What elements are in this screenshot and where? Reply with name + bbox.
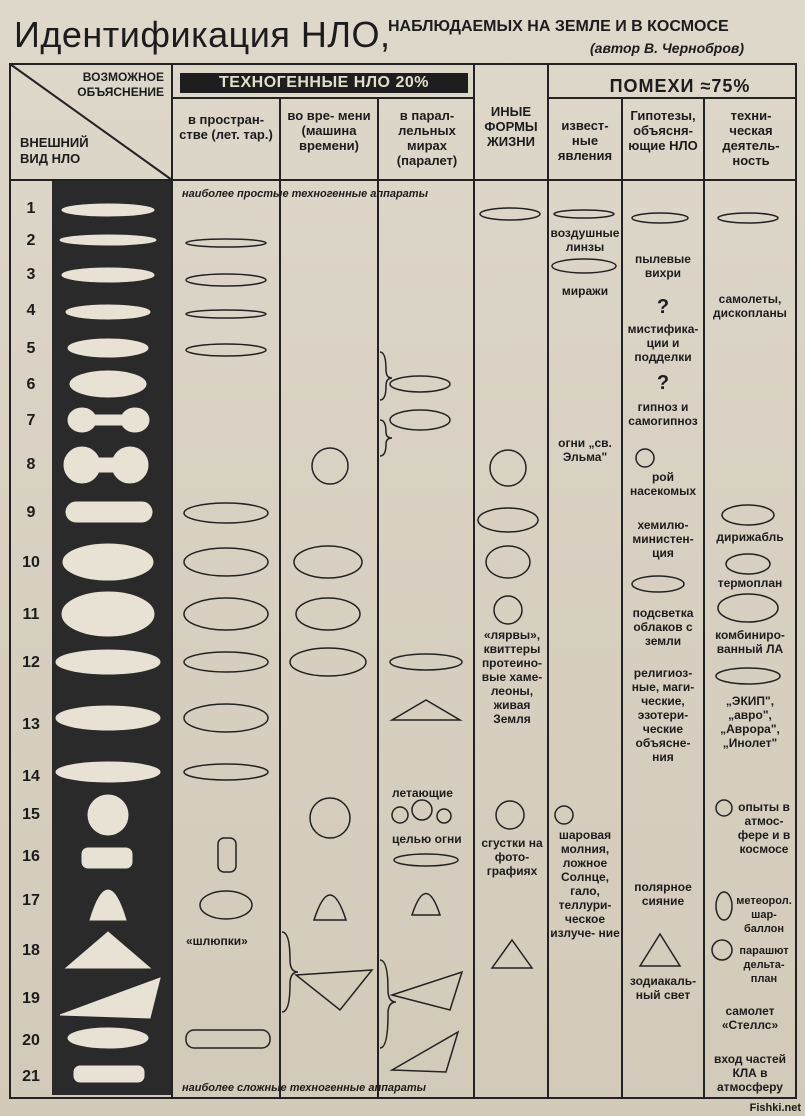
hyp-question: ? [656,372,670,394]
tech-thermo: термоплан [717,576,783,590]
corner-bottom-label: ВНЕШНИЙ ВИД НЛО [20,135,89,166]
known-mirages: миражи [561,284,609,298]
row-number: 12 [22,654,40,671]
hyp-clouds: подсветка облаков с земли [632,606,694,648]
row-number: 11 [22,606,40,623]
hyp-hypno: гипноз и самогипноз [628,400,698,428]
row-number: 21 [22,1068,40,1085]
known-ball: шаровая молния, ложное Солнце, гало, теллури- ческое излуче- ние [550,828,620,940]
row-number: 1 [26,200,36,217]
note-shlyupki: «шлюпки» [186,934,248,948]
tech-combined: комбиниро- ванный ЛА [715,628,785,656]
life-clots: сгустки на фото- графиях [481,836,543,878]
hyp-religion: религиоз- ные, маги- ческие, эзотери- ческие объясне- ния [631,666,695,764]
tech-planes: самолеты, дископланы [713,292,787,320]
row-number: 19 [22,990,40,1007]
row-number: 10 [22,554,40,571]
note-flying: летающие [392,786,453,800]
row-number: 6 [26,376,36,393]
watermark: Fishki.net [749,1102,801,1114]
row-number: 4 [26,302,36,319]
row-number: 18 [22,942,40,959]
row-number: 15 [22,806,40,823]
note-complex: наиболее сложные техногенные аппараты [182,1082,427,1094]
row-number: 17 [22,892,40,909]
note-simplest: наиболее простые техногенные аппараты [182,188,428,200]
tech-balloon: метеорол. шар- баллон [736,895,792,935]
col-header-known: извест- ные явления [557,118,613,163]
known-elmo: огни „св. Эльма" [558,436,612,464]
tech-stealth: самолет «Стеллс» [721,1004,779,1032]
col-header-tech: техни- ческая деятель- ность [722,108,780,168]
row-number: 9 [26,504,36,521]
tech-ekip: „ЭКИП", „авро", „Аврора", „Инолет" [720,694,780,750]
chart-author: (автор В. Чернобров) [590,40,745,56]
life-larvae: «лярвы», квиттеры протеино- вые хаме- леоны, живая Земля [481,628,543,726]
tech-airship: дирижабль [716,530,784,544]
row-number: 13 [22,716,40,733]
chart-title: Идентификация НЛО, [14,14,391,55]
col-header-time: во вре- мени (машина времени) [287,108,371,153]
row-number: 16 [22,848,40,865]
hyp-mystic: мистифика- ции и подделки [627,322,699,364]
col-header-parallel: в парал- лельных мирах (паралет) [396,108,458,168]
tech-experiments: опыты в атмос- фере и в космосе [737,800,791,856]
row-number: 7 [26,412,36,429]
note-fire-target: целью огни [392,832,462,846]
row-number: 8 [26,456,36,473]
chart-subtitle: НАБЛЮДАЕМЫХ НА ЗЕМЛЕ И В КОСМОСЕ [388,18,729,35]
tech-entry: вход частей КЛА в атмосферу [713,1052,787,1094]
techno-group-header: ТЕХНОГЕННЫЕ НЛО 20% [180,73,468,93]
tech-parachute: парашют дельта- план [739,945,789,985]
col-header-space: в простран- стве (лет. тар.) [179,112,273,142]
hyp-dust: пылевые вихри [635,252,691,280]
row-number: 3 [26,266,36,283]
hyp-question: ? [656,296,670,318]
row-number: 14 [22,768,40,785]
col-header-hypotheses: Гипотезы, объясня- ющие НЛО [628,108,698,153]
corner-top-label: ВОЗМОЖНОЕ ОБЪЯСНЕНИЕ [77,70,164,99]
col-header-life: ИНЫЕ ФОРМЫ ЖИЗНИ [484,104,538,149]
row-number: 5 [26,340,36,357]
hyp-aurora: полярное сияние [634,880,692,908]
pomehi-group-header: ПОМЕХИ ≈75% [609,76,751,96]
row-number: 20 [22,1032,40,1049]
hyp-chemi: хемилю- министен- ция [632,518,694,560]
known-lenses: воздушные линзы [550,226,620,254]
row-number: 2 [26,232,36,249]
hyp-swarm: рой насекомых [629,470,697,498]
hyp-zodiac: зодиакаль- ный свет [629,974,697,1002]
